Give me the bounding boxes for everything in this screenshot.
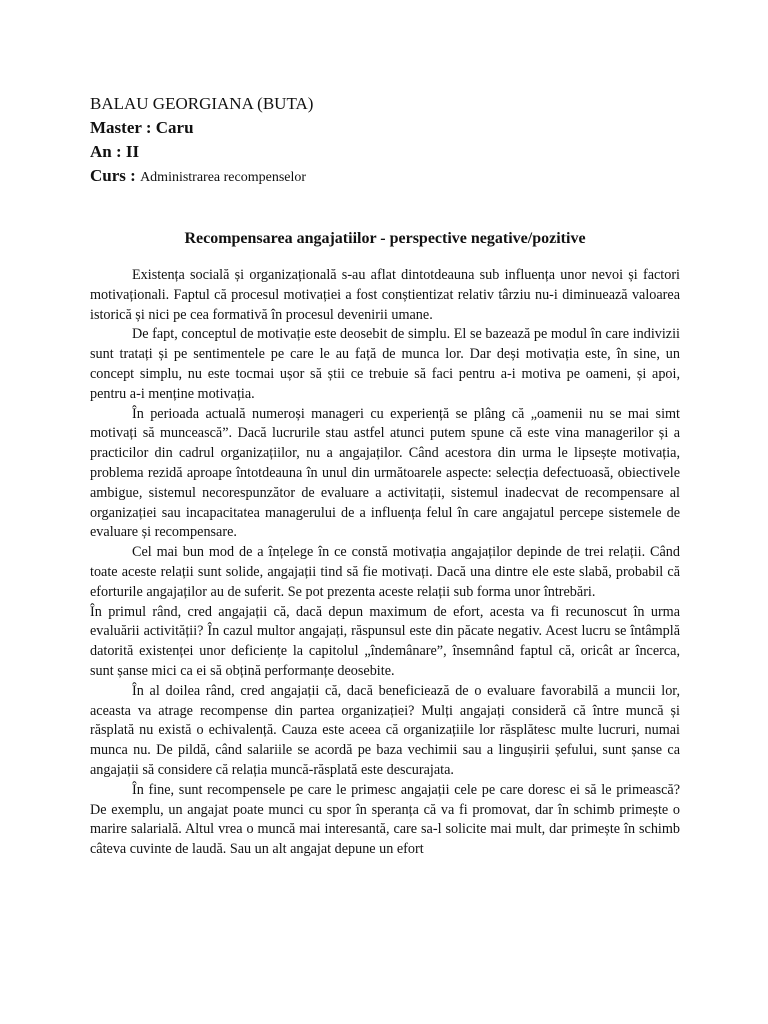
document-body <box>90 266 680 860</box>
course-label: Curs : <box>90 166 136 185</box>
paragraph: Cel mai bun mod de a înțelege în ce constă motivația angajaților depinde de trei relații. Când toate aceste relații sunt solide, angajații tind să fie motivați. Dacă una dintre ele este slabă, probabil că eforturile angajaților au de suferit. Se pot prezenta aceste relații sub forma unor întrebări. <box>90 544 680 600</box>
course-line <box>90 164 690 188</box>
paragraph: Existența socială și organizațională s-au aflat dintotdeauna sub influența unor nevoi și factori motivaționali. Faptul că procesul motivației a fost conștientizat relativ târziu nu-i diminuează valoarea istorică și nici pe cea formativă în procesul devenirii umane. <box>90 267 680 323</box>
master-value: Caru <box>155 118 194 137</box>
document-header <box>90 92 690 188</box>
paragraph: În al doilea rând, cred angajații că, dacă beneficiează de o evaluare favorabilă a muncii lor, aceasta va atrage recompense din partea organizației? Mulți angajați consideră că între muncă și răsplată nu există o echivalență. Cauza este aceea că organizațiile lor răsplătesc multe lucruri, numai munca nu. De pildă, când salariile se acordă pe baza vechimii sau a lingușirii șefului, sunt șanse ca angajații să considere că relația muncă-răsplată este descurajata. <box>90 682 680 778</box>
year-value: II <box>125 142 140 161</box>
paragraph: În fine, sunt recompensele pe care le primesc angajații cele pe care doresc ei să le primească? De exemplu, un angajat poate munci cu spor în speranța că va fi promovat, dar în schimb primește o marire salarială. Altul vrea o muncă mai interesantă, care sa-l solicite mai mult, dar primește în schimb câteva cuvinte de laudă. Sau un alt angajat depune un efort <box>90 781 680 858</box>
paragraph: În primul rând, cred angajații că, dacă depun maximum de efort, acesta va fi recunoscut în urma evaluării activității? În cazul multor angajați, răspunsul este din păcate negativ. Acest lucru se întâmplă datorită existenței unor deficiențe la capitolul „îndemânare”, însemnând faptul că, oricât ar încerca, sunt șanse mici ca ei să obțină performanțe deosebite. <box>90 603 680 679</box>
master-label: Master : <box>90 118 152 137</box>
document-title: Recompensarea angajatiilor - perspective negative/pozitive <box>184 230 586 247</box>
author-name: BALAU GEORGIANA (BUTA) <box>90 94 314 113</box>
year-label: An : <box>90 142 122 161</box>
course-value: Administrarea recompenselor <box>140 170 307 185</box>
paragraph: De fapt, conceptul de motivație este deosebit de simplu. El se bazează pe modul în care indivizii sunt tratați și pe sentimentele pe care le au față de munca lor. Dar deși motivația este, în sine, un concept simplu, nu este tocmai ușor să știi ce trebuie să faci pentru a-i motiva pe oameni, și apoi, pentru a-i menține motivația. <box>90 326 680 402</box>
paragraph: În perioada actuală numeroși manageri cu experiență se plâng că „oamenii nu se mai simt motivați să muncească”. Dacă lucrurile stau astfel atunci putem spune că este vina managerilor și a practicilor din cadrul organizațiilor, nu a angajaților. Când acestora din urma le lipsește motivația, problema rezidă aproape întotdeauna în unul din următoarele aspecte: selecția defectuoasă, obiectivele ambigue, sistemul necorespunzător de evaluare a activitații, sistemul inadecvat de recompensare al organizației sau incapacitatea managerului de a influența felul în care angajatul percepe sistemele de evaluare și recompensare. <box>90 405 680 541</box>
master-line <box>90 116 690 140</box>
year-line <box>90 140 690 164</box>
